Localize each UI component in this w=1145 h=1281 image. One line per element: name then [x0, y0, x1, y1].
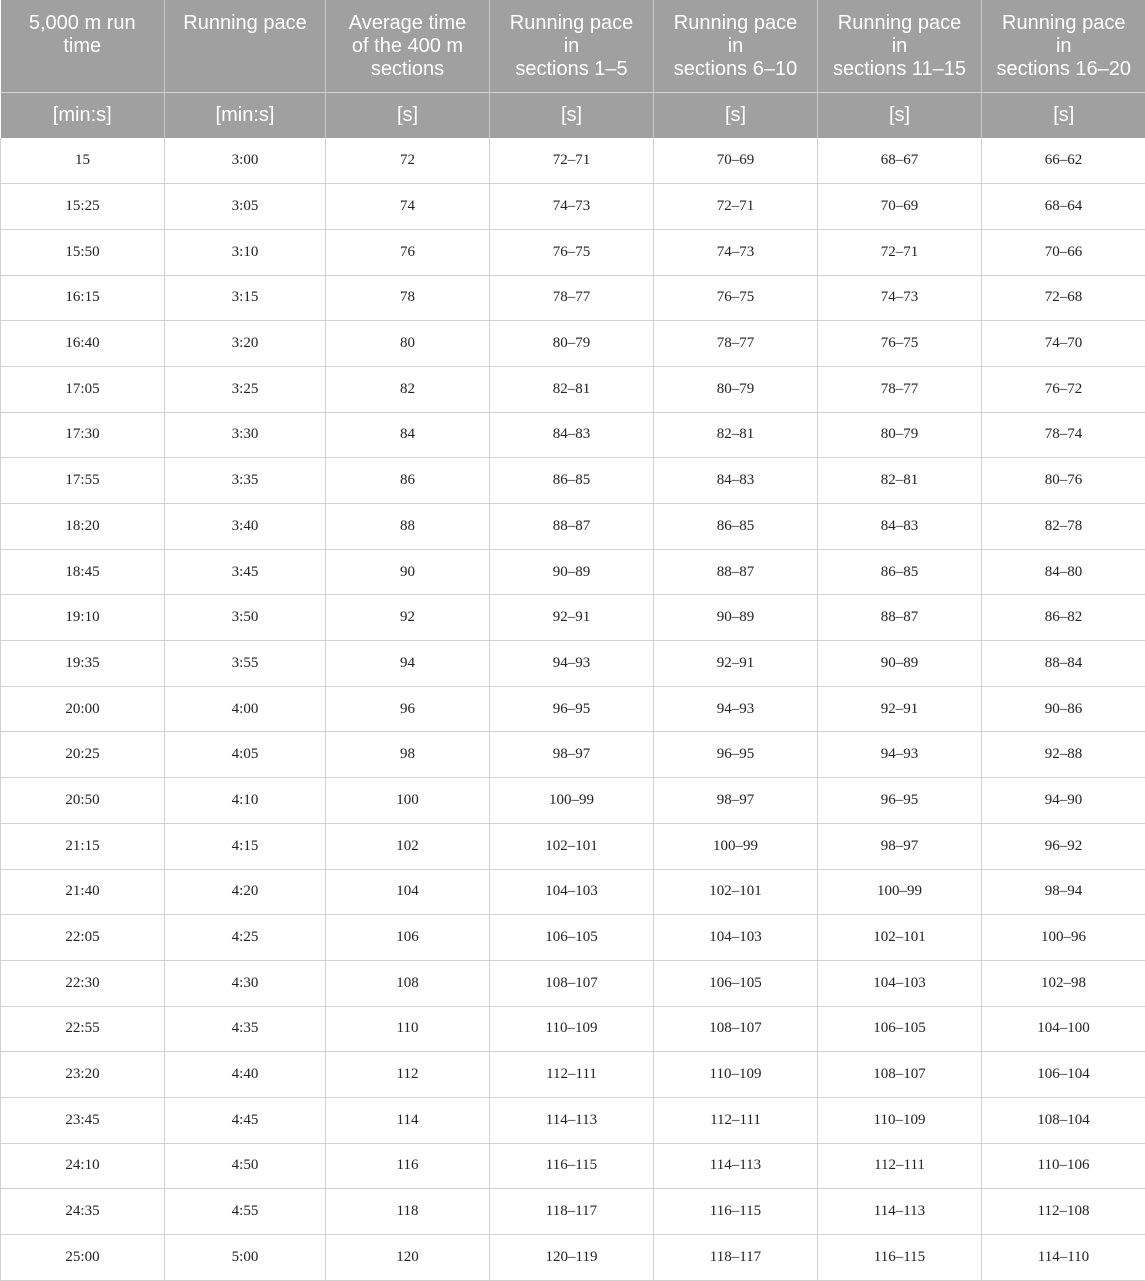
column-header-line: sections 16–20: [996, 58, 1132, 80]
table-cell: 3:15: [165, 275, 326, 321]
table-cell: 17:55: [1, 458, 165, 504]
table-cell: 15:25: [1, 184, 165, 230]
table-cell: 18:45: [1, 549, 165, 595]
table-cell: 3:25: [165, 366, 326, 412]
table-cell: 3:10: [165, 229, 326, 275]
column-header-line: sections 11–15: [832, 58, 967, 80]
table-cell: 19:35: [1, 641, 165, 687]
table-cell: 82–81: [490, 366, 654, 412]
table-cell: 78–77: [654, 321, 818, 367]
table-cell: 110: [326, 1006, 490, 1052]
column-header-line: of the 400 m: [351, 35, 464, 57]
table-row: [1, 1006, 1145, 1052]
table-cell: 90–86: [982, 686, 1145, 732]
table-cell: 78–77: [818, 366, 982, 412]
table-cell: 84–83: [654, 458, 818, 504]
table-cell: 74–73: [818, 275, 982, 321]
column-header-line: sections: [370, 58, 445, 80]
table-cell: 4:05: [165, 732, 326, 778]
table-cell: 90–89: [818, 641, 982, 687]
table-row: [1, 1235, 1145, 1281]
column-header-line: Running pace: [837, 12, 962, 34]
column-unit: [min:s]: [1, 92, 165, 138]
column-unit: [s]: [818, 92, 982, 138]
table-cell: 25:00: [1, 1235, 165, 1281]
table-cell: 23:45: [1, 1097, 165, 1143]
table-cell: 108: [326, 960, 490, 1006]
table-cell: 4:55: [165, 1189, 326, 1235]
table-cell: 4:50: [165, 1143, 326, 1189]
table-cell: 94: [326, 641, 490, 687]
table-row: [1, 412, 1145, 458]
column-header-line: in: [1055, 35, 1072, 57]
table-cell: 92–91: [818, 686, 982, 732]
table-cell: 5:00: [165, 1235, 326, 1281]
table-cell: 96–95: [818, 778, 982, 824]
column-header-line: sections 6–10: [673, 58, 798, 80]
column-header: [165, 0, 326, 92]
table-cell: 4:10: [165, 778, 326, 824]
table-cell: 92: [326, 595, 490, 641]
table-cell: 106: [326, 915, 490, 961]
table-cell: 90: [326, 549, 490, 595]
table-cell: 84: [326, 412, 490, 458]
table-cell: 80–79: [654, 366, 818, 412]
table-cell: 15: [1, 138, 165, 184]
table-cell: 82–81: [654, 412, 818, 458]
table-cell: 106–105: [654, 960, 818, 1006]
table-cell: 110–109: [654, 1052, 818, 1098]
table-cell: 4:00: [165, 686, 326, 732]
table-cell: 76–72: [982, 366, 1145, 412]
table-cell: 100–99: [490, 778, 654, 824]
table-cell: 22:05: [1, 915, 165, 961]
table-cell: 72: [326, 138, 490, 184]
table-cell: 98–97: [490, 732, 654, 778]
table-cell: 16:15: [1, 275, 165, 321]
table-cell: 114–113: [818, 1189, 982, 1235]
table-cell: 110–106: [982, 1143, 1145, 1189]
table-cell: 106–105: [818, 1006, 982, 1052]
table-cell: 4:20: [165, 869, 326, 915]
table-row: [1, 732, 1145, 778]
table-cell: 76–75: [654, 275, 818, 321]
table-cell: 112–111: [818, 1143, 982, 1189]
table-cell: 102–101: [490, 823, 654, 869]
table-row: [1, 321, 1145, 367]
table-cell: 108–104: [982, 1097, 1145, 1143]
table-cell: 92–91: [654, 641, 818, 687]
column-unit: [s]: [982, 92, 1145, 138]
column-header: [818, 0, 982, 92]
table-row: [1, 138, 1145, 184]
table-cell: 74–73: [490, 184, 654, 230]
table-cell: 112–111: [490, 1052, 654, 1098]
table-cell: 68–67: [818, 138, 982, 184]
table-cell: 94–90: [982, 778, 1145, 824]
table-cell: 19:10: [1, 595, 165, 641]
table-row: [1, 504, 1145, 550]
table-row: [1, 549, 1145, 595]
table-row: [1, 823, 1145, 869]
table-cell: 20:00: [1, 686, 165, 732]
table-cell: 3:50: [165, 595, 326, 641]
table-cell: 82: [326, 366, 490, 412]
table-cell: 80–76: [982, 458, 1145, 504]
table-cell: 88–84: [982, 641, 1145, 687]
table-cell: 70–69: [818, 184, 982, 230]
table-cell: 86–85: [818, 549, 982, 595]
table-cell: 100–96: [982, 915, 1145, 961]
table-cell: 102–101: [818, 915, 982, 961]
header-units-row: [1, 92, 1145, 138]
table-cell: 16:40: [1, 321, 165, 367]
table-cell: 88–87: [818, 595, 982, 641]
column-header-line: sections 1–5: [515, 58, 628, 80]
column-header-line: Running pace: [183, 12, 307, 34]
table-cell: 94–93: [654, 686, 818, 732]
table-cell: 70–69: [654, 138, 818, 184]
table-row: [1, 960, 1145, 1006]
table-cell: 94–93: [490, 641, 654, 687]
table-cell: 98: [326, 732, 490, 778]
table-cell: 4:15: [165, 823, 326, 869]
table-cell: 20:50: [1, 778, 165, 824]
column-header-line: in: [727, 35, 744, 57]
table-cell: 114: [326, 1097, 490, 1143]
column-header-line: time: [63, 35, 102, 57]
table-cell: 80–79: [490, 321, 654, 367]
table-cell: 120: [326, 1235, 490, 1281]
table-cell: 80: [326, 321, 490, 367]
table-cell: 100–99: [654, 823, 818, 869]
table-cell: 68–64: [982, 184, 1145, 230]
table-cell: 76–75: [490, 229, 654, 275]
column-unit: [s]: [654, 92, 818, 138]
table-cell: 21:40: [1, 869, 165, 915]
column-header-line: Running pace: [1002, 12, 1126, 34]
table-cell: 102: [326, 823, 490, 869]
column-header: [1, 0, 165, 92]
column-header-line: in: [563, 35, 580, 57]
table-cell: 88–87: [490, 504, 654, 550]
table-row: [1, 686, 1145, 732]
table-cell: 72–71: [654, 184, 818, 230]
table-cell: 114–113: [490, 1097, 654, 1143]
table-cell: 90–89: [654, 595, 818, 641]
table-row: [1, 366, 1145, 412]
table-cell: 3:55: [165, 641, 326, 687]
table-cell: 98–97: [654, 778, 818, 824]
table-cell: 114–110: [982, 1235, 1145, 1281]
table-cell: 114–113: [654, 1143, 818, 1189]
table-cell: 74–70: [982, 321, 1145, 367]
table-cell: 21:15: [1, 823, 165, 869]
table-row: [1, 1189, 1145, 1235]
table-row: [1, 778, 1145, 824]
table-cell: 108–107: [490, 960, 654, 1006]
table-cell: 108–107: [818, 1052, 982, 1098]
table-cell: 74: [326, 184, 490, 230]
table-cell: 74–73: [654, 229, 818, 275]
table-header: [1, 0, 1145, 138]
table-cell: 98–97: [818, 823, 982, 869]
table-cell: 88–87: [654, 549, 818, 595]
table-cell: 3:45: [165, 549, 326, 595]
table-row: [1, 869, 1145, 915]
table-cell: 4:30: [165, 960, 326, 1006]
table-cell: 106–104: [982, 1052, 1145, 1098]
table-row: [1, 641, 1145, 687]
table-row: [1, 229, 1145, 275]
table-cell: 110–109: [490, 1006, 654, 1052]
table-cell: 104–103: [490, 869, 654, 915]
table-cell: 96–95: [490, 686, 654, 732]
table-cell: 100–99: [818, 869, 982, 915]
column-header-line: Average time: [348, 12, 467, 34]
table-cell: 86–82: [982, 595, 1145, 641]
column-header-line: in: [891, 35, 908, 57]
table-cell: 22:30: [1, 960, 165, 1006]
column-header-line: Running pace: [509, 12, 634, 34]
table-cell: 20:25: [1, 732, 165, 778]
table-cell: 90–89: [490, 549, 654, 595]
table-cell: 3:40: [165, 504, 326, 550]
table-cell: 92–88: [982, 732, 1145, 778]
table-cell: 70–66: [982, 229, 1145, 275]
table-cell: 3:05: [165, 184, 326, 230]
column-header: [326, 0, 490, 92]
table-cell: 86–85: [490, 458, 654, 504]
table-cell: 94–93: [818, 732, 982, 778]
table-cell: 106–105: [490, 915, 654, 961]
table-row: [1, 184, 1145, 230]
table-cell: 96–95: [654, 732, 818, 778]
column-unit: [s]: [326, 92, 490, 138]
table-cell: 80–79: [818, 412, 982, 458]
column-header-line: 5,000 m run: [28, 12, 136, 34]
table-cell: 4:45: [165, 1097, 326, 1143]
table-cell: 116–115: [818, 1235, 982, 1281]
table-cell: 17:05: [1, 366, 165, 412]
table-cell: 102–101: [654, 869, 818, 915]
table-cell: 78–77: [490, 275, 654, 321]
table-cell: 84–83: [818, 504, 982, 550]
table-cell: 18:20: [1, 504, 165, 550]
table-cell: 72–71: [490, 138, 654, 184]
table-row: [1, 275, 1145, 321]
column-header: [982, 0, 1145, 92]
column-unit: [s]: [490, 92, 654, 138]
table-cell: 118–117: [490, 1189, 654, 1235]
table-cell: 24:10: [1, 1143, 165, 1189]
table-row: [1, 1143, 1145, 1189]
table-cell: 104–100: [982, 1006, 1145, 1052]
table-cell: 116: [326, 1143, 490, 1189]
column-header: [490, 0, 654, 92]
table-cell: 82–81: [818, 458, 982, 504]
table-cell: 78: [326, 275, 490, 321]
column-header-line: Running pace: [673, 12, 798, 34]
table-cell: 4:40: [165, 1052, 326, 1098]
column-header: [654, 0, 818, 92]
table-row: [1, 915, 1145, 961]
table-cell: 72–68: [982, 275, 1145, 321]
table-cell: 4:35: [165, 1006, 326, 1052]
table-cell: 96: [326, 686, 490, 732]
table-cell: 76: [326, 229, 490, 275]
table-cell: 112–111: [654, 1097, 818, 1143]
table-cell: 86: [326, 458, 490, 504]
table-cell: 3:35: [165, 458, 326, 504]
table-cell: 88: [326, 504, 490, 550]
table-cell: 78–74: [982, 412, 1145, 458]
table-cell: 24:35: [1, 1189, 165, 1235]
table-cell: 110–109: [818, 1097, 982, 1143]
table-cell: 84–80: [982, 549, 1145, 595]
table-cell: 23:20: [1, 1052, 165, 1098]
table-cell: 100: [326, 778, 490, 824]
table-cell: 82–78: [982, 504, 1145, 550]
table-cell: 104–103: [818, 960, 982, 1006]
table-row: [1, 1097, 1145, 1143]
table-cell: 112: [326, 1052, 490, 1098]
table-cell: 84–83: [490, 412, 654, 458]
table-cell: 4:25: [165, 915, 326, 961]
table-cell: 96–92: [982, 823, 1145, 869]
table-cell: 86–85: [654, 504, 818, 550]
table-cell: 72–71: [818, 229, 982, 275]
table-cell: 17:30: [1, 412, 165, 458]
table-cell: 112–108: [982, 1189, 1145, 1235]
table-cell: 104: [326, 869, 490, 915]
table-cell: 118–117: [654, 1235, 818, 1281]
table-row: [1, 1052, 1145, 1098]
table-cell: 120–119: [490, 1235, 654, 1281]
table-cell: 92–91: [490, 595, 654, 641]
column-unit: [min:s]: [165, 92, 326, 138]
table-cell: 22:55: [1, 1006, 165, 1052]
table-cell: 3:00: [165, 138, 326, 184]
table-body: [1, 138, 1145, 1280]
table-row: [1, 595, 1145, 641]
table-cell: 108–107: [654, 1006, 818, 1052]
table-row: [1, 458, 1145, 504]
table-cell: 118: [326, 1189, 490, 1235]
table-cell: 66–62: [982, 138, 1145, 184]
table-cell: 3:30: [165, 412, 326, 458]
table-cell: 15:50: [1, 229, 165, 275]
table-cell: 98–94: [982, 869, 1145, 915]
header-title-row: [1, 0, 1145, 92]
table-cell: 76–75: [818, 321, 982, 367]
table-cell: 102–98: [982, 960, 1145, 1006]
table-cell: 116–115: [654, 1189, 818, 1235]
table-cell: 104–103: [654, 915, 818, 961]
table-cell: 3:20: [165, 321, 326, 367]
table-cell: 116–115: [490, 1143, 654, 1189]
